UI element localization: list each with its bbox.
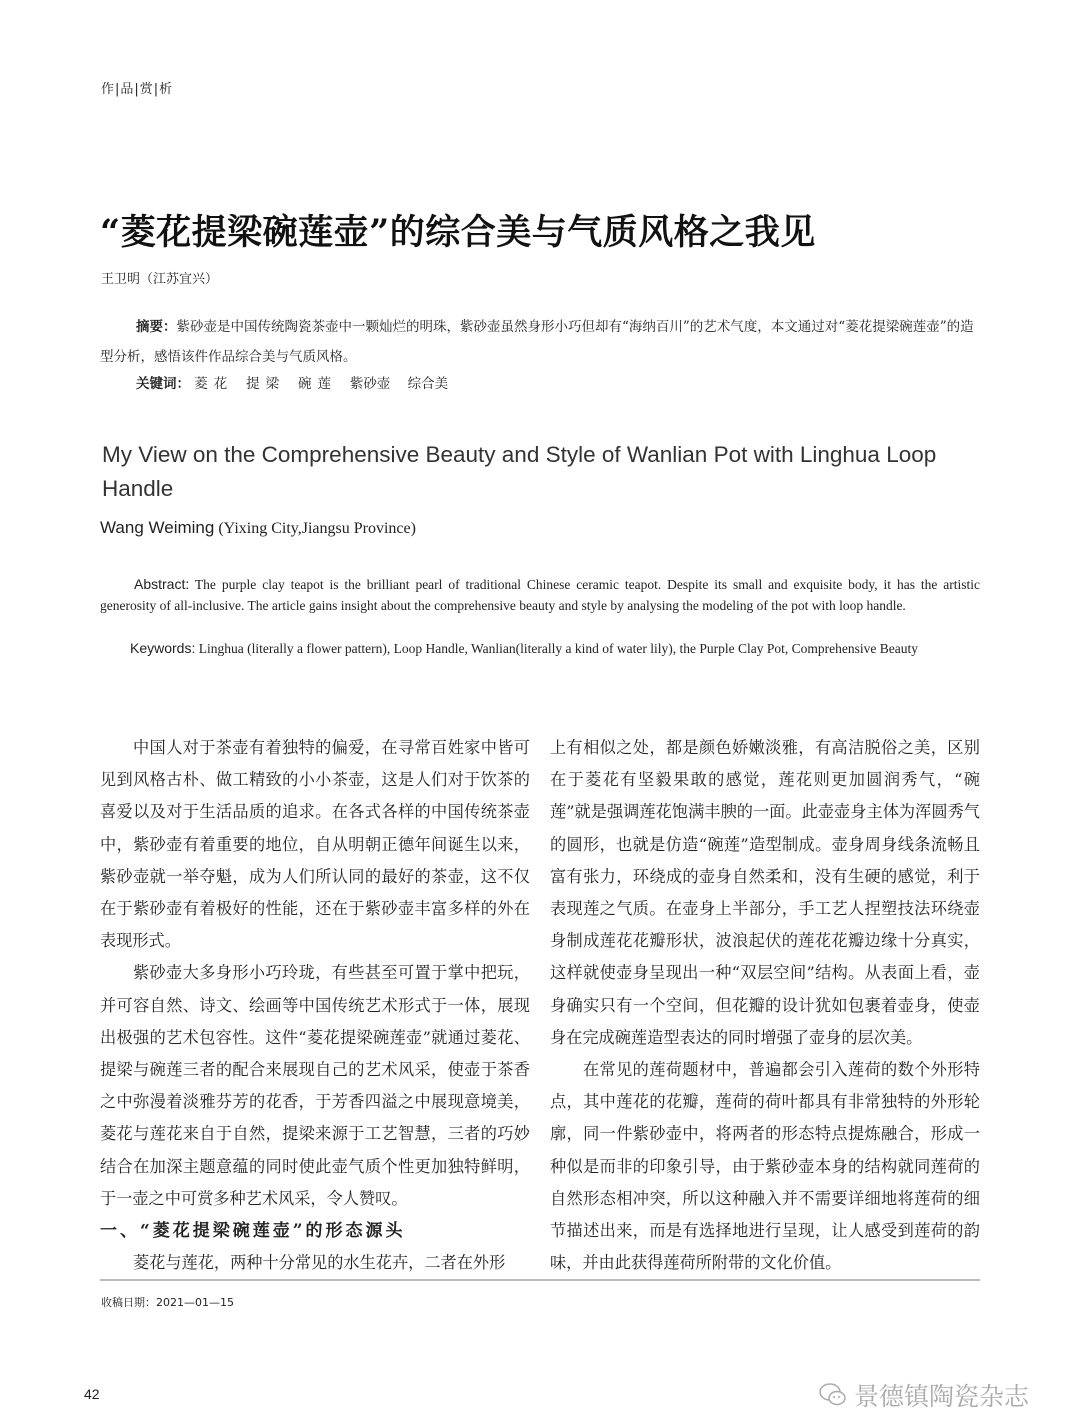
- keywords-en-text: Linghua (literally a flower pattern), Loop Handle, Wanlian(literally a kind of water lily), the Purple Clay Pot, Comprehensive Beauty: [198, 641, 918, 656]
- keyword: 综合美: [407, 376, 449, 392]
- watermark: [818, 1377, 1029, 1413]
- abstract-en-label: Abstract:: [134, 576, 190, 592]
- body-column-left: [100, 732, 530, 1279]
- keyword: 碗莲: [298, 376, 338, 392]
- wechat-icon: [818, 1381, 848, 1409]
- paragraph: 菱花与莲花，两种十分常见的水生花卉，二者在外形: [133, 1253, 506, 1273]
- author: 王卫明（江苏宜兴）: [101, 272, 219, 287]
- abstract-en-text: The purple clay teapot is the brilliant pearl of traditional Chinese ceramic teapot. Despite its small and exquisite body, it has the artistic generosity of all-inclusive. The article gains insight about the comprehensive beauty and style by analysing the modeling of the pot with loop handle.: [100, 577, 980, 613]
- keyword: 菱花: [194, 376, 234, 392]
- section-tag: 作|品|赏|析: [101, 82, 174, 97]
- keyword: 提梁: [246, 376, 286, 392]
- watermark-text: 景德镇陶瓷杂志: [854, 1382, 1030, 1411]
- abstract-cn: [100, 312, 982, 372]
- body-column-right: [550, 732, 980, 1279]
- english-author-affiliation: (Yixing City,Jiangsu Province): [218, 520, 416, 537]
- received-date: 收稿日期：2021—01—15: [101, 1296, 234, 1309]
- english-author: [100, 518, 416, 538]
- english-author-name: Wang Weiming: [100, 518, 215, 537]
- paragraph: 紫砂壶大多身形小巧玲珑，有些甚至可置于掌中把玩，并可容自然、诗文、绘画等中国传统艺术形式于一体，展现出极强的艺术包容性。这件“菱花提梁碗莲壶”就通过菱花、提梁与碗莲三者的配合来展现自己的艺术风采，使壶于茶香之中弥漫着淡雅芬芳的花香，于芳香四溢之中展现意境美，菱花与莲花来自于自然，提梁来源于工艺智慧，三者的巧妙结合在加深主题意蕴的同时使此壶气质个性更加独特鲜明，于一壶之中可赏多种艺术风采，令人赞叹。: [100, 963, 530, 1208]
- page-number: 42: [84, 1386, 100, 1402]
- abstract-cn-label: 摘要：: [136, 319, 177, 335]
- keywords-en: [100, 638, 980, 659]
- abstract-en: [100, 574, 980, 616]
- section-heading: 一、“菱花提梁碗莲壶”的形态源头: [100, 1221, 406, 1242]
- footer-divider: [100, 1279, 980, 1281]
- paragraph: 在常见的莲荷题材中，普遍都会引入莲荷的数个外形特点，其中莲花的花瓣，莲荷的荷叶都具有非常独特的外形轮廓，同一件紫砂壶中，将两者的形态特点提炼融合，形成一种似是而非的印象引导，由于紫砂壶本身的结构就同莲荷的自然形态相冲突，所以这种融入并不需要详细地将莲荷的细节描述出来，而是有选择地进行呈现，让人感受到莲荷的韵味，并由此获得莲荷所附带的文化价值。: [550, 1060, 980, 1273]
- keyword: 紫砂壶: [349, 376, 391, 392]
- keywords-cn-label: 关键词：: [136, 376, 190, 392]
- keywords-cn: [136, 372, 448, 392]
- english-title: My View on the Comprehensive Beauty and Style of Wanlian Pot with Linghua Loop Handle: [102, 442, 937, 501]
- article-title: “菱花提梁碗莲壶”的综合美与气质风格之我见: [100, 212, 816, 253]
- abstract-cn-text: 紫砂壶是中国传统陶瓷茶壶中一颗灿烂的明珠，紫砂壶虽然身形小巧但却有“海纳百川”的艺术气度，本文通过对“菱花提梁碗莲壶”的造型分析，感悟该件作品综合美与气质风格。: [100, 319, 974, 365]
- keywords-en-label: Keywords:: [130, 640, 196, 656]
- paragraph: 上有相似之处，都是颜色娇嫩淡雅，有高洁脱俗之美，区别在于菱花有坚毅果敢的感觉，莲花则更加圆润秀气，“碗莲”就是强调莲花饱满丰腴的一面。此壶壶身主体为浑圆秀气的圆形，也就是仿造“碗莲”造型制成。壶身周身线条流畅且富有张力，环绕成的壶身自然柔和，没有生硬的感觉，利于表现莲之气质。在壶身上半部分，手工艺人捏塑技法环绕壶身制成莲花花瓣形状，波浪起伏的莲花花瓣边缘十分真实，这样就使壶身呈现出一种“双层空间”结构。从表面上看，壶身确实只有一个空间，但花瓣的设计犹如包裹着壶身，使壶身在完成碗莲造型表达的同时增强了壶身的层次美。: [550, 738, 980, 1047]
- paragraph: 中国人对于茶壶有着独特的偏爱，在寻常百姓家中皆可见到风格古朴、做工精致的小小茶壶，这是人们对于饮茶的喜爱以及对于生活品质的追求。在各式各样的中国传统茶壶中，紫砂壶有着重要的地位，自从明朝正德年间诞生以来，紫砂壶就一举夺魁，成为人们所认同的最好的茶壶，这不仅在于紫砂壶有着极好的性能，还在于紫砂壶丰富多样的外在表现形式。: [100, 738, 530, 951]
